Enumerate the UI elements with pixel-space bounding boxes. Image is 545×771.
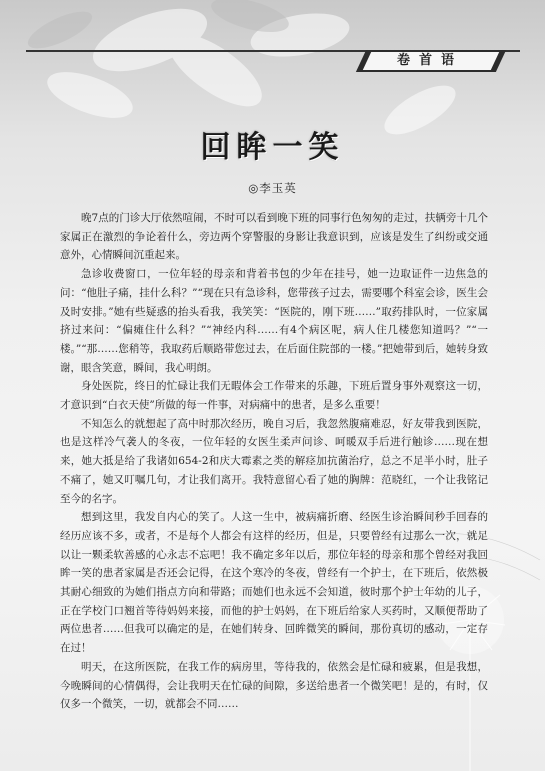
article-title: 回眸一笑 (200, 130, 345, 165)
article-body (60, 209, 488, 714)
section-label: 卷首语 (396, 53, 463, 68)
paragraph: 明天，在这所医院，在我工作的病房里，等待我的，依然会是忙碌和疲累，但是我想，今晚瞬间的心情偶得，会让我明天在忙碌的间隙，多送给患者一个微笑吧！是的，有时，仅仅多一个微笑，一切，就都会不同…… (60, 660, 488, 711)
paragraph: 想到这里，我发自内心的笑了。人这一生中，被病痛折磨、经医生诊治瞬间秒手回春的经历应该不多，或者，不是每个人都会有这样的经历，但是，只要曾经有过那么一次，就足以让一颗柔软善感的心永志不忘吧！我不确定多年以后，那位年轻的母亲和那个曾经对我回眸一笑的患者家属是否还会记得，在这个寒冷的冬夜，曾经有一个护士，在下班后，依然极其耐心细致的为她们指点方向和带路；而她们也永远不会知道，彼时那个护士年幼的儿子，正在学校门口翘首等待妈妈来接，而他的护士妈妈，在下班后给家人买药时，又顺便帮助了两位患者……但我可以确定的是，在她们转身、回眸微笑的瞬间，那份真切的感动，一定存在过！ (60, 511, 488, 655)
paragraph: 急诊收费窗口，一位年轻的母亲和背着书包的少年在挂号，她一边取证件一边焦急的问：“他肚子痛，挂什么科？”“现在只有急诊科，您带孩子过去，需要哪个科室会诊，医生会及时安排。”她有些疑惑的抬头看我，我笑笑：“医院的，刚下班……”取药排队时，一位家属挤过来问：“偏瘫住什么科？”“神经内科……有4个病区呢，病人住几楼您知道吗？”“一楼。”“那……您稍等，我取药后顺路带您过去，在后面住院部的一楼。”把她带到后，她转身致谢，眼含笑意，瞬间，我心明朗。 (60, 268, 488, 374)
paragraph: 身处医院，终日的忙碌让我们无暇体会工作带来的乐趣，下班后置身事外观察这一切，才意识到“白衣天使”所做的每一件事，对病痛中的患者，是多么重要！ (60, 380, 488, 412)
article-author: ◎李玉英 (248, 181, 297, 195)
paragraph: 晚7点的门诊大厅依然喧闹，不时可以看到晚下班的同事行色匆匆的走过，扶辆旁十几个家属正在激烈的争论着什么，旁边两个穿警服的身影让我意识到，应该是发生了纠纷或交通意外，心情瞬间沉重起来。 (60, 212, 488, 262)
paragraph: 不知怎么的就想起了高中时那次经历，晚自习后，我忽然腹痛难忍，好友带我到医院，也是这样冷气袭人的冬夜，一位年轻的女医生柔声问诊、呵暖双手后进行触诊……现在想来，她大抵是给了我诸如654-2和庆大霉素之类的解痉加抗菌治疗，总之不足半小时，肚子不痛了，她又叮嘱几句，才让我们离开。我特意留心看了她的胸牌：范晓红，一个让我铭记至今的名字。 (60, 417, 488, 505)
